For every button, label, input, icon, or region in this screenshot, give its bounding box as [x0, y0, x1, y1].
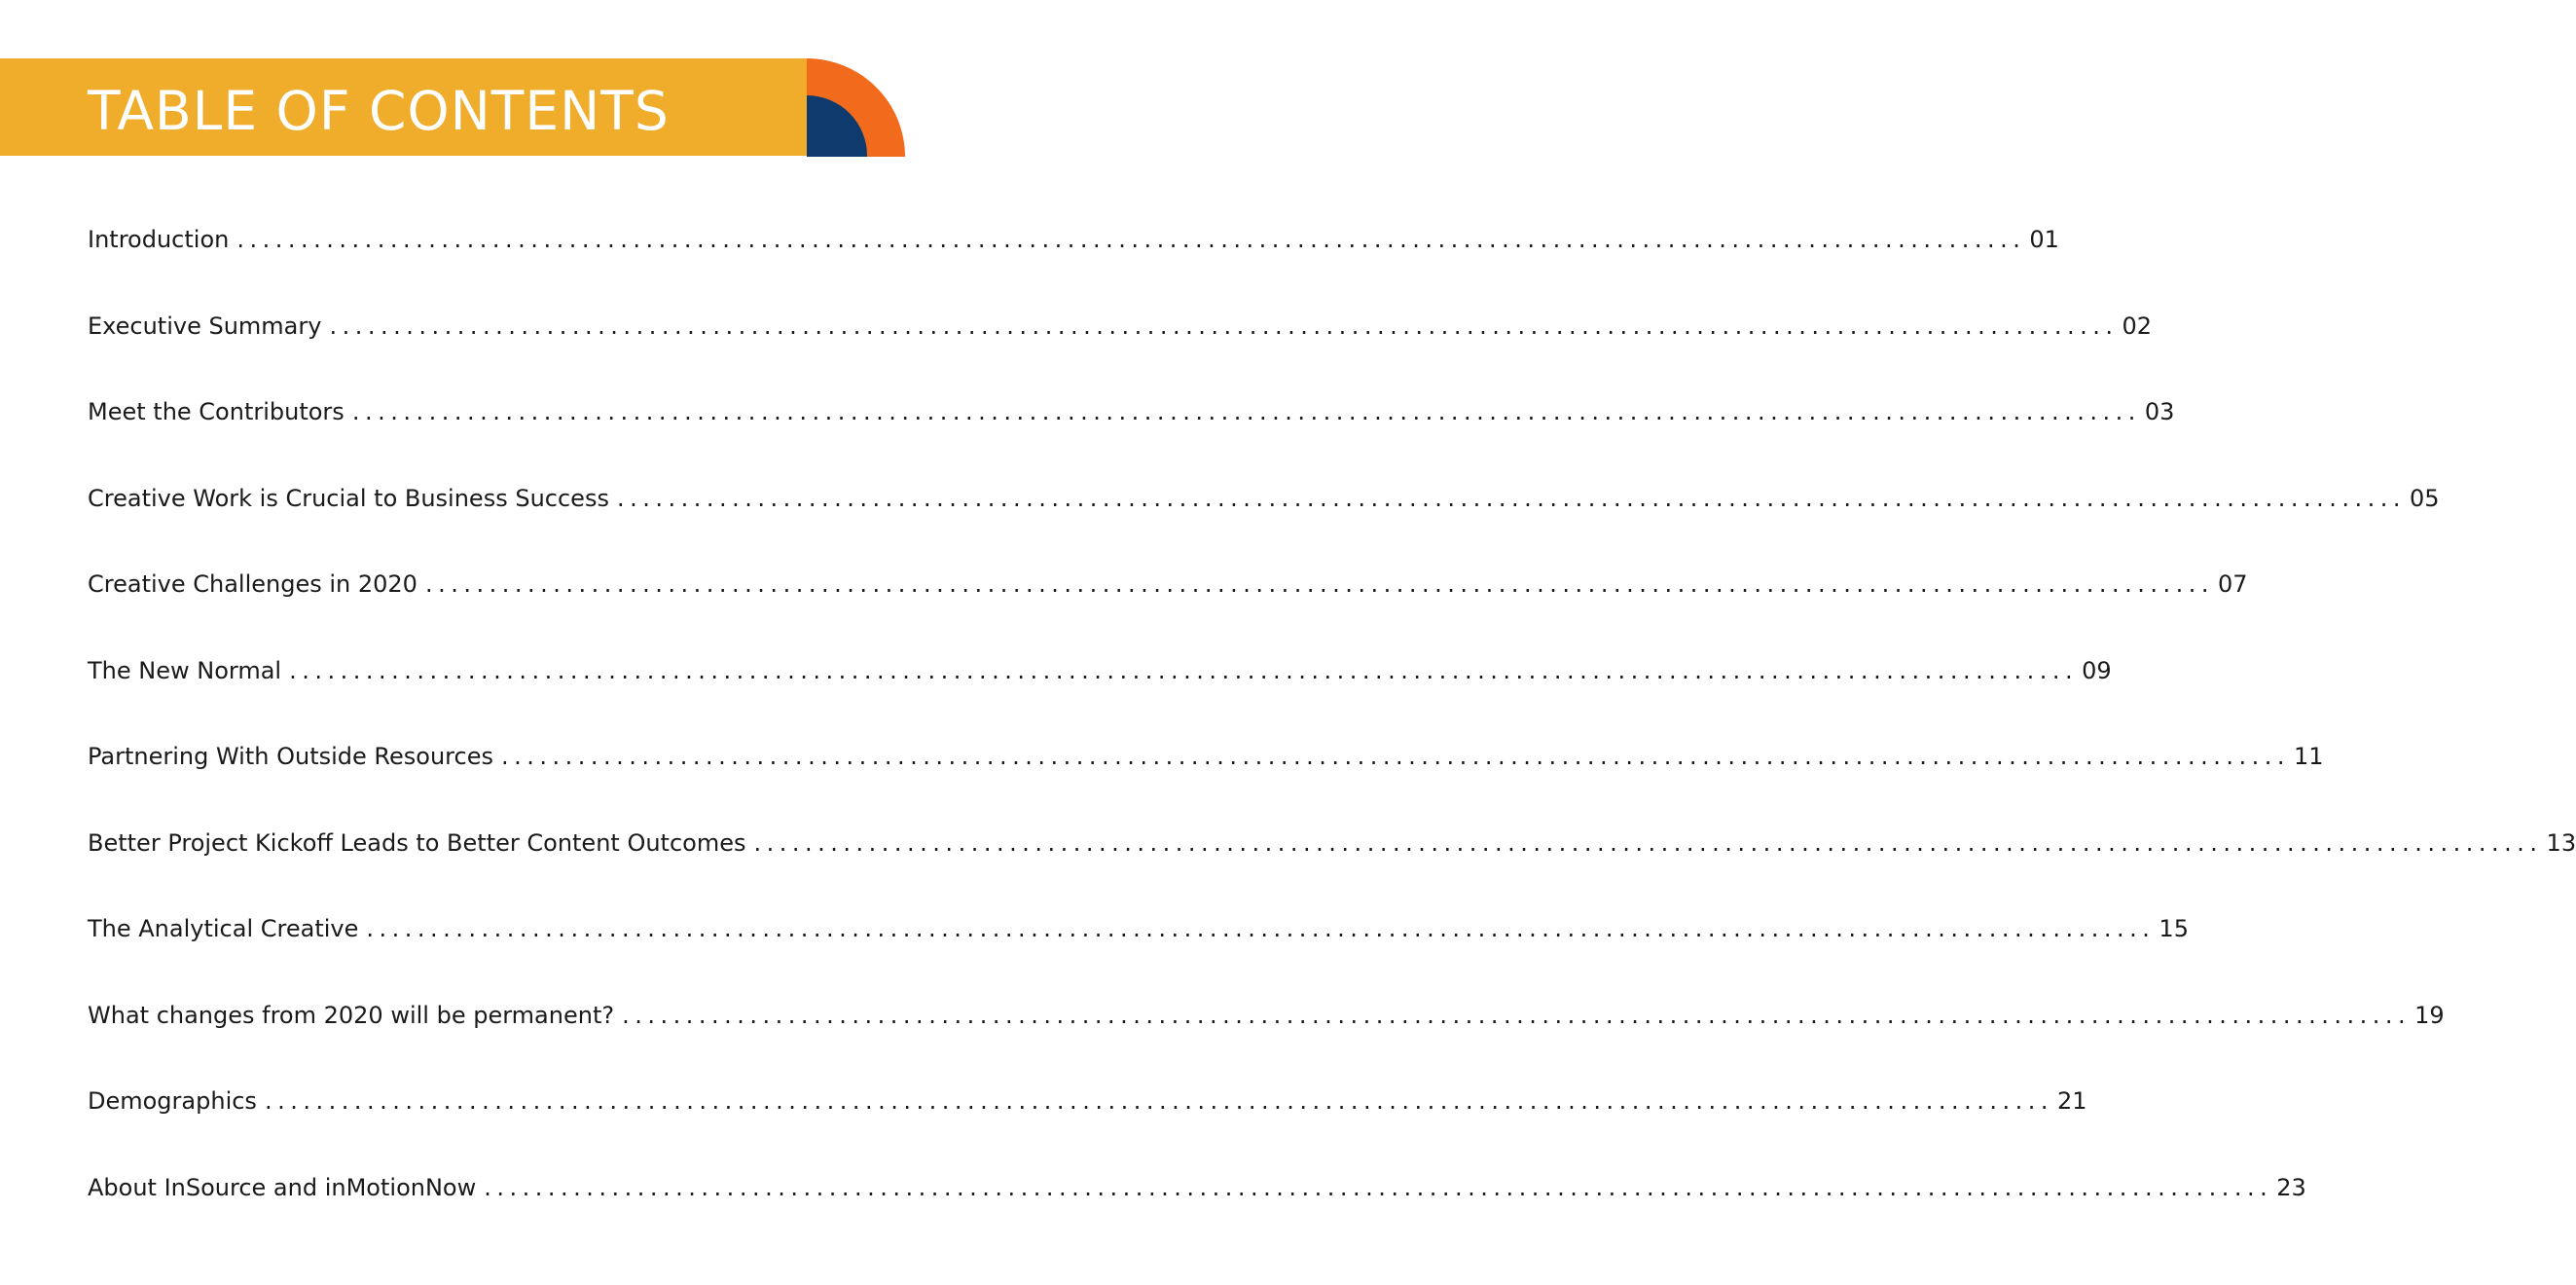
toc-dot-leader: ............................................................................................................................................	[500, 743, 2291, 770]
toc-dot-leader: ............................................................................................................................................	[616, 484, 2406, 512]
toc-entry-introduction[interactable]	[88, 216, 2059, 303]
toc-entry-title: The Analytical Creative	[88, 915, 359, 942]
toc-entry-title: The New Normal	[88, 656, 282, 684]
toc-dot-leader: ............................................................................................................................................	[484, 1173, 2273, 1201]
toc-dot-leader: ............................................................................................................................................	[264, 1087, 2053, 1115]
toc-dot-leader: ............................................................................................................................................	[329, 312, 2119, 340]
arc-decoration-icon	[807, 58, 905, 157]
toc-page-number: 07	[2218, 570, 2248, 598]
toc-page-number: 13	[2546, 828, 2576, 857]
toc-entry-title: Executive Summary	[88, 312, 322, 340]
toc-dot-leader: ............................................................................................................................................	[236, 226, 2026, 253]
toc-page-number: 03	[2144, 398, 2175, 425]
toc-entry-title: Creative Work is Crucial to Business Success	[88, 484, 609, 512]
toc-entry-creative-challenges[interactable]	[88, 561, 2248, 647]
toc-entry-title: Meet the Contributors	[88, 398, 345, 425]
toc-entry-title: Demographics	[88, 1087, 257, 1115]
toc-list	[88, 216, 2576, 1250]
toc-page-number: 02	[2122, 312, 2153, 340]
toc-dot-leader: ............................................................................................................................................	[289, 656, 2079, 684]
toc-entry-demographics[interactable]	[88, 1078, 2087, 1164]
toc-entry-meet-the-contributors[interactable]	[88, 388, 2175, 475]
toc-page-number: 11	[2294, 743, 2324, 770]
toc-dot-leader: ............................................................................................................................................	[753, 828, 2543, 857]
toc-dot-leader: ............................................................................................................................................	[424, 570, 2214, 598]
toc-page-number: 15	[2159, 915, 2189, 942]
toc-page-number: 23	[2276, 1173, 2306, 1201]
toc-page-number: 09	[2082, 656, 2112, 684]
toc-entry-title: Partnering With Outside Resources	[88, 743, 493, 770]
toc-dot-leader: ............................................................................................................................................	[622, 1001, 2412, 1029]
toc-entry-analytical-creative[interactable]	[88, 905, 2189, 992]
toc-entry-about[interactable]	[88, 1164, 2306, 1251]
toc-page-number: 05	[2410, 484, 2440, 512]
toc-entry-creative-work[interactable]	[88, 475, 2440, 562]
toc-entry-partnering[interactable]	[88, 733, 2324, 820]
toc-entry-title: What changes from 2020 will be permanent?	[88, 1001, 615, 1029]
toc-entry-project-kickoff[interactable]	[88, 820, 2576, 906]
toc-entry-title: Introduction	[88, 226, 230, 253]
toc-dot-leader: ............................................................................................................................................	[351, 398, 2141, 425]
page-title: TABLE OF CONTENTS	[88, 80, 670, 142]
toc-entry-permanent-changes[interactable]	[88, 992, 2445, 1079]
toc-entry-executive-summary[interactable]	[88, 303, 2153, 389]
toc-entry-title: Creative Challenges in 2020	[88, 570, 417, 598]
toc-page-number: 19	[2414, 1001, 2445, 1029]
toc-entry-new-normal[interactable]	[88, 647, 2112, 734]
toc-page-number: 01	[2029, 226, 2059, 253]
toc-dot-leader: ............................................................................................................................................	[366, 915, 2156, 942]
toc-entry-title: About InSource and inMotionNow	[88, 1173, 477, 1201]
toc-page-number: 21	[2056, 1087, 2087, 1115]
toc-entry-title: Better Project Kickoff Leads to Better Content Outcomes	[88, 828, 746, 857]
